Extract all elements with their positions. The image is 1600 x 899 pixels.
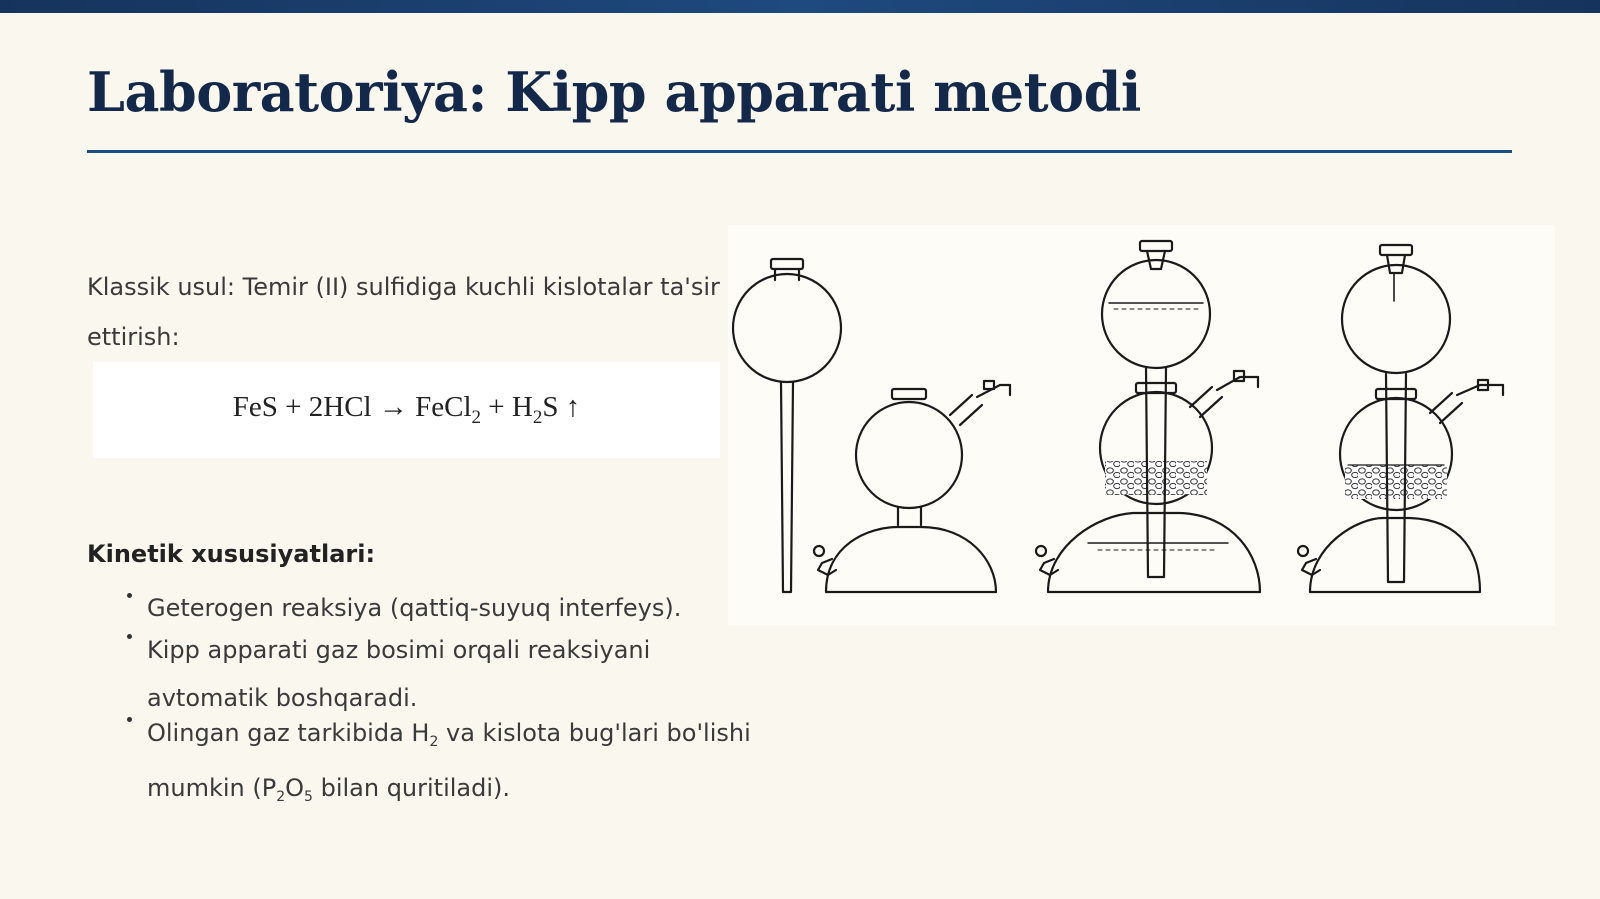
equation-subscript: 2 bbox=[532, 407, 543, 428]
bullet-item-2-line-1: Kipp apparati gaz bosimi orqali reaksiyani bbox=[147, 636, 651, 664]
equation bbox=[233, 391, 580, 429]
bullet-text: O bbox=[285, 774, 305, 802]
bullet-dot bbox=[127, 717, 132, 722]
bullet-dot bbox=[127, 634, 132, 639]
subscript: 5 bbox=[304, 789, 313, 805]
bullet-item-3-line-1 bbox=[147, 719, 751, 750]
assembled-apparatus-idle bbox=[1298, 245, 1503, 592]
slide-title: Laboratoriya: Kipp apparati metodi bbox=[87, 60, 1141, 124]
equation-box bbox=[93, 362, 720, 458]
subscript: 2 bbox=[276, 789, 286, 805]
subscript: 2 bbox=[429, 734, 439, 750]
funnel-part bbox=[733, 259, 841, 592]
bullet-text: Olingan gaz tarkibida H bbox=[147, 719, 430, 747]
bullet-item-1: Geterogen reaksiya (qattiq-suyuq interfeys). bbox=[147, 594, 682, 622]
bullet-text: bilan quritiladi). bbox=[312, 774, 511, 802]
bullet-item-2-line-2: avtomatik boshqaradi. bbox=[147, 684, 418, 712]
intro-line-1: Klassik usul: Temir (II) sulfidiga kuchli kislotalar ta'sir bbox=[87, 273, 720, 301]
equation-mid: + H bbox=[481, 391, 533, 423]
bullet-dot bbox=[127, 593, 132, 598]
top-accent-bar bbox=[0, 0, 1600, 13]
intro-text bbox=[87, 262, 720, 362]
bullet-item-3-line-2 bbox=[147, 774, 510, 805]
bullet-text: va kislota bug'lari bo'lishi bbox=[438, 719, 751, 747]
equation-lhs: FeS + 2HCl → FeCl bbox=[232, 391, 472, 423]
kipp-apparatus-figure bbox=[728, 225, 1555, 625]
equation-rhs: S ↑ bbox=[542, 391, 581, 423]
equation-subscript: 2 bbox=[471, 407, 482, 428]
assembled-apparatus-active bbox=[1036, 241, 1260, 592]
kinetic-heading: Kinetik xususiyatlari: bbox=[87, 540, 376, 568]
kipp-apparatus-illustration bbox=[728, 225, 1555, 625]
bullet-text: mumkin (P bbox=[147, 774, 277, 802]
body-part bbox=[814, 381, 1010, 592]
intro-line-2: ettirish: bbox=[87, 323, 180, 351]
title-underline bbox=[87, 150, 1512, 153]
